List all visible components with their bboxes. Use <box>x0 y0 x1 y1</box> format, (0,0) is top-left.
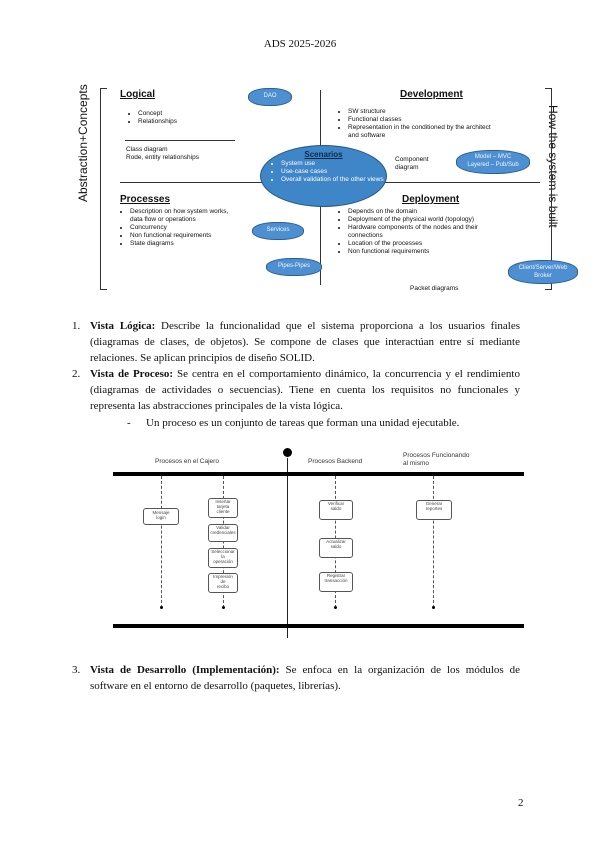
development-item: • SW structure <box>348 108 498 116</box>
activity-box: Validar credenciales <box>208 524 238 542</box>
item-title: Vista de Desarrollo (Implementación): <box>90 664 280 676</box>
logical-list <box>128 110 248 126</box>
processes-item: • State diagrams <box>130 240 235 248</box>
pipes-cloud: Pipes-Pipes <box>266 258 322 276</box>
dao-cloud: DAO <box>248 88 292 106</box>
deployment-list <box>338 208 510 256</box>
start-node <box>283 448 292 457</box>
logical-title: Logical <box>120 89 156 100</box>
item-text: Se enfoca en la organización de los módulos de software en el entorno de desarrollo (paquetes, librerías). <box>90 664 520 692</box>
processes-title: Processes <box>120 194 171 205</box>
end-dot <box>222 606 225 609</box>
process-diagram <box>113 448 524 638</box>
deployment-item: • Deployment of the physical world (topology) <box>348 216 510 224</box>
sub-bullet-text: Un proceso es un conjunto de tareas que forman una unidad ejecutable. <box>146 417 460 429</box>
activity-box: Insertar tarjeta cliente <box>208 498 238 518</box>
scenarios-item: • Use-case cases <box>281 168 386 176</box>
item-vista-proceso <box>72 366 520 414</box>
end-dot <box>432 606 435 609</box>
page-header: ADS 2025-2026 <box>263 38 337 50</box>
deployment-item: • Hardware components of the nodes and their connections <box>348 224 510 240</box>
client-server-cloud: Client/Server/Web Broker <box>508 260 578 284</box>
lane-title: Procesos en el Cajero <box>155 458 219 465</box>
lifeline <box>161 476 162 608</box>
lifeline <box>433 476 434 608</box>
top-bar <box>113 472 524 476</box>
scenarios-list <box>271 160 386 184</box>
left-bracket <box>100 88 107 290</box>
lane-title: Procesos Backend <box>308 458 363 465</box>
bottom-bar <box>113 624 524 628</box>
scenarios-title: Scenarios <box>304 150 343 159</box>
scenarios-ellipse <box>260 145 387 207</box>
processes-list <box>120 208 235 248</box>
development-item: • Functional classes <box>348 116 498 124</box>
activity-box: Actualizar saldo <box>319 538 353 558</box>
four-plus-one-diagram <box>76 80 585 295</box>
services-cloud: Services <box>252 222 304 240</box>
processes-item: • Non functional requirements <box>130 232 235 240</box>
activity-box: Seleccionar la operación <box>208 548 238 568</box>
center-line <box>287 458 288 638</box>
activity-box: Generar reportes <box>416 500 452 520</box>
end-dot <box>160 606 163 609</box>
how-built-label: How the system is built <box>546 105 560 228</box>
item-vista-desarrollo <box>72 662 520 694</box>
activity-box: Impresión de recibo <box>208 573 238 593</box>
deployment-item: • Location of the processes <box>348 240 510 248</box>
lane-title: Procesos Funcionando al mismo <box>403 452 470 467</box>
abstraction-label: Abstraction+Concepts <box>76 84 90 202</box>
sub-bullet-marker: - <box>127 417 131 429</box>
activity-box: Verificar saldo <box>319 500 353 520</box>
development-list <box>338 108 498 140</box>
development-title: Development <box>400 89 463 100</box>
item-number: 2. <box>72 368 81 380</box>
development-note: Component diagram <box>395 156 429 171</box>
deployment-item: • Depends on the domain <box>348 208 510 216</box>
item-title: Vista de Proceso: <box>90 368 174 380</box>
scenarios-item: • System use <box>281 160 386 168</box>
activity-box: Registrar transacción <box>319 572 353 592</box>
processes-item: • Description on how system works, data flow or operations <box>130 208 235 224</box>
logical-note: Class diagram Rode, entity relationships <box>126 146 199 161</box>
end-dot <box>334 606 337 609</box>
scenarios-item: • Overall validation of the other views <box>281 176 386 184</box>
item-text: Describe la funcionalidad que el sistema proporciona a los usuarios finales (diagramas de clases, de objetos). Se compone de clases que interactúan entre sí mediante relaciones. Se aplican principios de diseño SOLID. <box>90 320 520 364</box>
deployment-title: Deployment <box>402 194 460 205</box>
deployment-item: • Non functional requirements <box>348 248 510 256</box>
activity-box: Mensaje login <box>143 508 179 525</box>
deployment-note: Packet diagrams <box>410 285 459 292</box>
page-number: 2 <box>518 797 524 809</box>
item-title: Vista Lógica: <box>90 320 156 332</box>
item-number: 1. <box>72 320 81 332</box>
logical-rule <box>125 140 235 141</box>
item-number: 3. <box>72 664 81 676</box>
processes-item: • Concurrency <box>130 224 235 232</box>
logical-item: • Relationships <box>138 118 248 126</box>
item-vista-logica <box>72 318 520 366</box>
item-text: Se centra en el comportamiento dinámico, la concurrencia y el rendimiento (diagramas de actividades o secuencias). Tiene en cuenta los requisitos no funcionales y representa las abstracciones principales de la vista lógica. <box>90 368 520 412</box>
development-item: • Representation in the conditioned by the architect and software <box>348 124 498 140</box>
mvc-cloud: Model – MVC Layered – Pub/Sub <box>456 150 530 174</box>
logical-item: • Concept <box>138 110 248 118</box>
